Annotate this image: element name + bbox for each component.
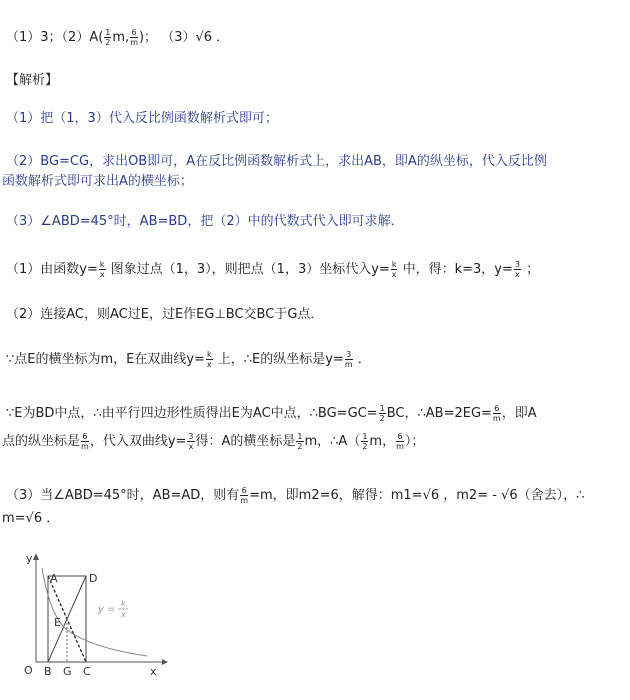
label-a: A	[50, 572, 58, 585]
solution-2-line1: （2）连接AC，则AC过E，过E作EG⊥BC交BC于G点．	[6, 307, 324, 322]
sol2-4-text-e: m，	[369, 434, 396, 449]
curve-eq-x: x	[121, 610, 126, 619]
answer-m: m,	[112, 30, 130, 45]
sol3-1-text-a: （3）当∠ABD=45°时，AB=AD，则有	[6, 488, 240, 503]
sol3-1-text-b: =m，即m2=6，解得：m1=√6 ，m2= - √6（舍去），∴	[249, 488, 585, 503]
sol2-2-frac-3m: $\frac{3}{m}$	[344, 350, 353, 369]
label-o: O	[24, 664, 33, 677]
sol2-4-text-f: ）；	[404, 434, 425, 449]
sol2-2-text-b: 上，∴E的纵坐标是y=	[213, 352, 344, 367]
solution-2-line2	[6, 350, 371, 369]
sol2-3-text-b: BC，∴AB=2EG=	[386, 406, 492, 421]
sol2-3-text-a: ∵E为BD中点，∴由平行四边形性质得出E为AC中点，∴BG=GC=	[6, 406, 378, 421]
sol2-4-frac-6m: $\frac{6}{m}$	[81, 432, 89, 451]
hint-1: （1）把（1，3）代入反比例函数解析式即可；	[6, 111, 278, 126]
analysis-title: 【解析】	[6, 73, 59, 88]
sol1-text-c: 中，得：k=3，y=	[398, 262, 513, 277]
sol3-1-frac-6m: $\frac{6}{m}$	[240, 486, 249, 505]
label-d: D	[89, 572, 98, 585]
x-axis-arrow	[162, 659, 168, 665]
sol2-4-frac-3x: $\frac{3}{x}$	[188, 432, 194, 451]
sol1-frac-kx: $\frac{k}{x}$	[99, 260, 105, 279]
solution-2-line3	[6, 404, 537, 423]
sol2-4-frac-half: $\frac{1}{2}$	[297, 432, 303, 451]
curve-eq-k: k	[121, 599, 126, 608]
sol2-4-text-a: 点的纵坐标是	[2, 434, 81, 449]
label-b: B	[44, 665, 52, 678]
sol2-2-frac-kx: $\frac{k}{x}$	[206, 350, 212, 369]
curve-eq-equals: =	[107, 604, 116, 615]
sol2-4-frac-6m-2: $\frac{6}{m}$	[396, 432, 404, 451]
answer-part3: （3）√6 ．	[161, 30, 230, 45]
answer-part2: （2）A(	[61, 30, 104, 45]
sol2-3-frac-half: $\frac{1}{2}$	[379, 404, 385, 423]
sol2-4-text-c: 得：A的横坐标是	[195, 434, 296, 449]
answer-line	[6, 28, 229, 47]
sol1-frac-kx-2: $\frac{k}{x}$	[391, 260, 397, 279]
hint-2b: 函数解析式即可求出A的横坐标；	[2, 174, 193, 189]
sol2-3-text-c: ，即A	[501, 406, 537, 421]
sol1-text-b: 图象过点（1，3），则把点（1，3）坐标代入y=	[106, 262, 390, 277]
solution-3-line2: m=√6 ．	[2, 511, 60, 526]
label-y: y	[26, 552, 33, 565]
curve-eq-y: y	[98, 604, 104, 615]
hint-2a: （2）BG=CG，求出OB即可，A在反比例函数解析式上，求出AB，即A的纵坐标，代入反比例	[6, 154, 547, 169]
label-e: E	[54, 616, 61, 629]
answer-fraction-6m: $\frac{6}{m}$	[130, 28, 138, 47]
y-axis-arrow	[33, 553, 39, 560]
sol2-4-text-d: m，∴A（	[304, 434, 361, 449]
label-c: C	[83, 665, 91, 678]
sol1-frac-3x: $\frac{3}{x}$	[514, 260, 520, 279]
sol2-2-text-a: ∵点E的横坐标为m，E在双曲线y=	[6, 352, 205, 367]
sol1-end: ；	[526, 262, 540, 277]
answer-part1: （1）3；	[6, 30, 62, 45]
sol2-3-frac-6m: $\frac{6}{m}$	[492, 404, 501, 423]
solution-1	[6, 260, 539, 279]
sol2-4-frac-half-2: $\frac{1}{2}$	[362, 432, 368, 451]
solution-2-line4	[2, 432, 424, 451]
label-g: G	[63, 665, 72, 678]
geometry-figure	[12, 548, 182, 683]
solution-3-line1	[6, 486, 584, 505]
label-x: x	[150, 665, 157, 678]
answer-fraction-half: $\frac{1}{2}$	[105, 28, 111, 47]
answer-part2-end: )；	[138, 30, 158, 45]
sol1-text-a: （1）由函数y=	[6, 262, 98, 277]
sol2-4-text-b: ，代入双曲线y=	[89, 434, 187, 449]
sol2-2-end: ．	[357, 352, 371, 367]
hint-3: （3）∠ABD=45°时，AB=BD，把（2）中的代数式代入即可求解．	[6, 214, 404, 229]
